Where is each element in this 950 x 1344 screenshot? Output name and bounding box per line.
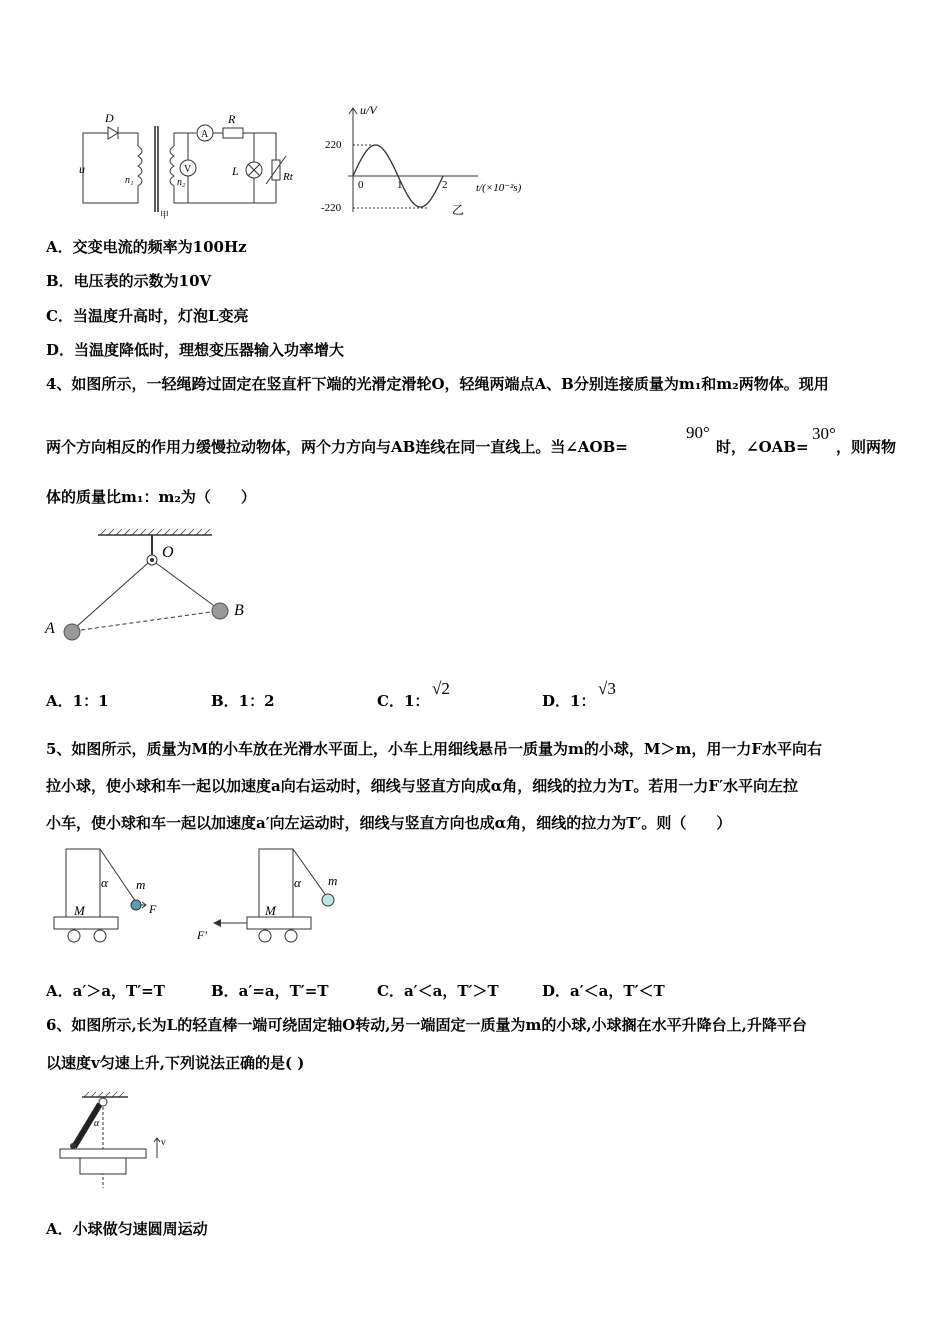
q4-option-d: D．1： xyxy=(542,692,596,710)
resistor-label: R xyxy=(228,112,236,126)
q4-option-a: A．1：1 xyxy=(46,692,109,710)
q4-line-1: 4、如图所示，一轻绳跨过固定在竖直杆下端的光滑定滑轮O，轻绳两端点A、B分别连接质量为m₁和m₂两物体。现用 xyxy=(46,375,829,393)
q4-angle-oab: 30° xyxy=(812,424,836,443)
cart-1-F: F xyxy=(149,902,157,916)
q4-line-2a: 两个方向相反的作用力缓慢拉动物体，两个力方向与AB连线在同一直线上。当∠AOB= xyxy=(46,438,628,456)
q5-option-a: A．a′＞a，T′=T xyxy=(46,982,165,1000)
q3-option-c: C．当温度升高时，灯泡L变亮 xyxy=(46,307,249,325)
n2-label: n₂ xyxy=(177,177,186,188)
q3-option-b: B．电压表的示数为10V xyxy=(46,272,212,290)
cart-1-M: M xyxy=(74,903,85,918)
voltmeter-label: V xyxy=(184,164,192,175)
cart-2-M: M xyxy=(265,903,276,918)
q4-option-c: C．1： xyxy=(377,692,430,710)
cart-figure-left xyxy=(195,845,355,945)
cart-2-F-prime: F′ xyxy=(197,928,207,942)
cart-1-alpha: α xyxy=(101,875,108,890)
q6-option-a: A．小球做匀速圆周运动 xyxy=(46,1220,208,1238)
ytick-max: 220 xyxy=(325,139,342,151)
velocity-v-label: v xyxy=(161,1137,166,1147)
q5-option-b: B．a′=a，T′=T xyxy=(211,982,329,1000)
q5-line-1: 5、如图所示，质量为M的小车放在光滑水平面上，小车上用细线悬吊一质量为m的小球，M＞m，用一力F水平向右 xyxy=(46,740,823,758)
q5-option-c: C．a′＜a，T′＞T xyxy=(377,982,499,1000)
q4-option-b: B．1：2 xyxy=(211,692,275,710)
circuit-figure xyxy=(78,108,308,223)
q3-option-a: A．交变电流的频率为100Hz xyxy=(46,238,247,256)
q5-line-3: 小车，使小球和车一起以加速度a′向左运动时，细线与竖直方向也成α角，细线的拉力为T′。则（ ） xyxy=(46,814,732,832)
n1-label: n₁ xyxy=(125,175,134,186)
cart-2-m: m xyxy=(328,873,338,888)
x-axis-label: t/(×10⁻²s) xyxy=(476,182,522,194)
figure-label-jia: 甲 xyxy=(160,210,170,220)
cart-figure-right xyxy=(48,845,178,945)
q4-option-c-root: √2 xyxy=(432,679,450,698)
q3-option-d: D．当温度降低时，理想变压器输入功率增大 xyxy=(46,341,345,359)
ytick-min: -220 xyxy=(321,202,342,214)
ammeter-label: A xyxy=(201,129,209,140)
q4-line-2b: 时，∠OAB= xyxy=(716,438,809,456)
figure-label-yi: 乙 xyxy=(452,203,465,217)
diode-label: D xyxy=(105,111,114,125)
pulley-o-label: O xyxy=(162,544,174,561)
q4-line-2c: ，则两物 xyxy=(836,438,897,456)
q5-option-d: D．a′＜a，T′＜T xyxy=(542,982,665,1000)
y-axis-label: u/V xyxy=(360,103,377,117)
mass-a-label: A xyxy=(45,620,55,637)
waveform-chart xyxy=(318,100,538,220)
lamp-label: L xyxy=(232,164,239,178)
pulley-figure xyxy=(40,525,260,650)
cart-1-m: m xyxy=(136,877,146,892)
xtick-2: 2 xyxy=(442,179,448,191)
cart-2-alpha: α xyxy=(294,875,301,890)
source-label: u xyxy=(79,162,85,176)
q5-line-2: 拉小球，使小球和车一起以加速度a向右运动时，细线与竖直方向成α角，细线的拉力为T。若用一力F′水平向左拉 xyxy=(46,777,799,795)
thermistor-label: Rt xyxy=(283,171,293,183)
mass-b-label: B xyxy=(234,602,244,619)
rod-alpha-label: α xyxy=(94,1118,100,1129)
rod-platform-figure xyxy=(56,1088,176,1193)
q6-line-2: 以速度v匀速上升,下列说法正确的是( ) xyxy=(46,1054,305,1072)
xtick-0: 0 xyxy=(358,179,364,191)
q4-angle-aob: 90° xyxy=(686,423,710,442)
q4-option-d-root: √3 xyxy=(598,679,616,698)
xtick-1: 1 xyxy=(397,179,403,191)
q6-line-1: 6、如图所示,长为L的轻直棒一端可绕固定轴O转动,另一端固定一质量为m的小球,小球搁在水平升降台上,升降平台 xyxy=(46,1016,807,1034)
q4-line-3: 体的质量比m₁：m₂为（ ） xyxy=(46,488,256,506)
